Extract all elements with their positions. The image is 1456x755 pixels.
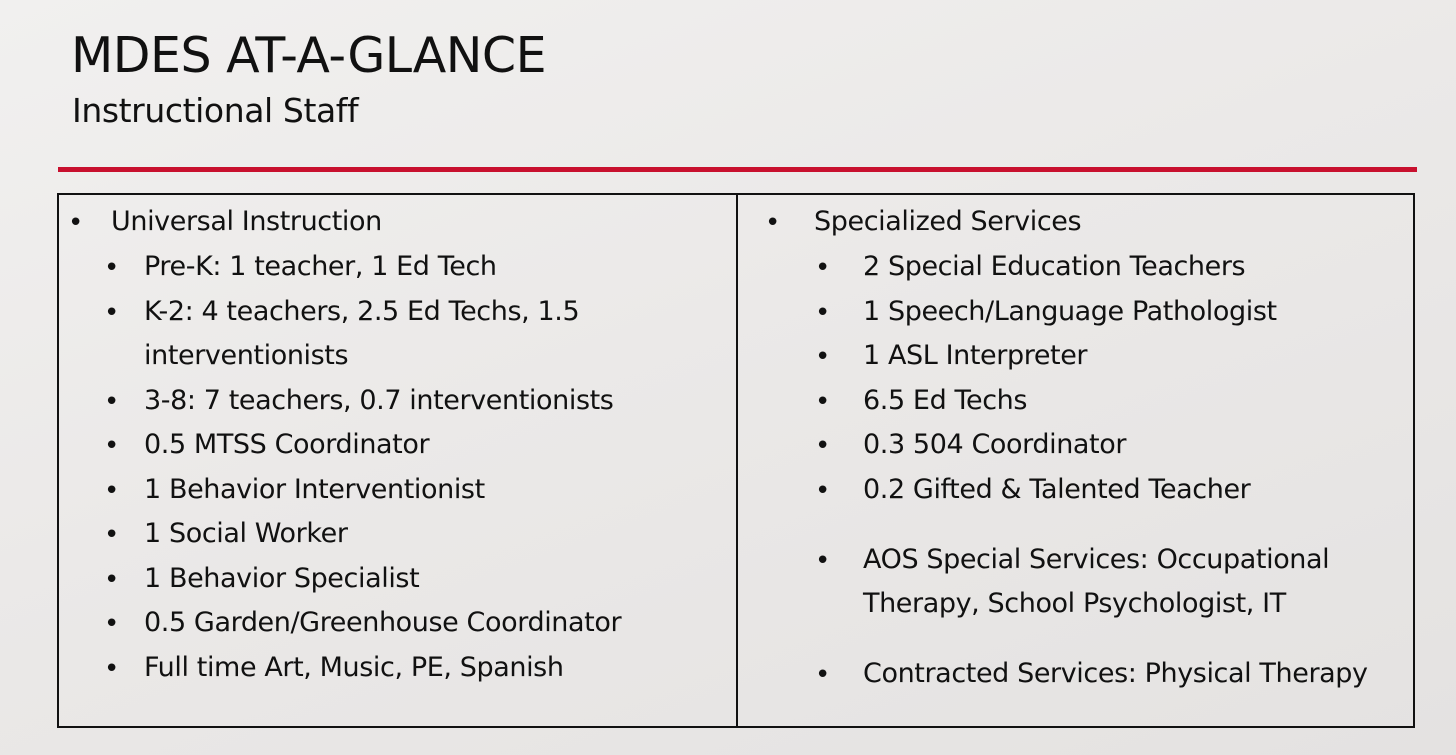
- bullet-icon: •: [815, 342, 831, 372]
- left-column-heading: Universal Instruction: [111, 206, 382, 237]
- list-item: 1 Behavior Specialist: [144, 563, 420, 594]
- list-item: Full time Art, Music, PE, Spanish: [144, 652, 564, 683]
- bullet-icon: •: [104, 520, 120, 550]
- bullet-icon: •: [104, 565, 120, 595]
- list-item: K-2: 4 teachers, 2.5 Ed Techs, 1.5: [144, 296, 580, 327]
- list-item: Pre-K: 1 teacher, 1 Ed Tech: [144, 251, 497, 282]
- bullet-icon: •: [104, 609, 120, 639]
- list-item: 3-8: 7 teachers, 0.7 interventionists: [144, 385, 614, 416]
- list-item-continuation: Therapy, School Psychologist, IT: [863, 588, 1286, 619]
- list-item-continuation: interventionists: [144, 340, 349, 371]
- bullet-icon: •: [104, 431, 120, 461]
- bullet-icon: •: [104, 476, 120, 506]
- list-item: 1 ASL Interpreter: [863, 340, 1088, 371]
- title-underline: [58, 167, 1417, 172]
- list-item: 1 Social Worker: [144, 518, 348, 549]
- bullet-icon: •: [815, 253, 831, 283]
- list-item: AOS Special Services: Occupational: [863, 544, 1330, 575]
- list-item: 0.5 MTSS Coordinator: [144, 429, 430, 460]
- bullet-icon: •: [104, 253, 120, 283]
- bullet-icon: •: [815, 298, 831, 328]
- right-column-heading: Specialized Services: [814, 206, 1082, 237]
- page-subtitle: Instructional Staff: [72, 91, 359, 130]
- list-item: Contracted Services: Physical Therapy: [863, 658, 1368, 689]
- bullet-icon: •: [815, 660, 831, 690]
- list-item: 1 Behavior Interventionist: [144, 474, 485, 505]
- bullet-icon: •: [815, 546, 831, 576]
- list-item: 0.3 504 Coordinator: [863, 429, 1127, 460]
- bullet-icon: •: [104, 654, 120, 684]
- page-title: MDES AT-A-GLANCE: [71, 27, 547, 84]
- list-item: 2 Special Education Teachers: [863, 251, 1246, 282]
- bullet-icon: •: [104, 387, 120, 417]
- column-divider: [736, 193, 738, 728]
- list-item: 0.2 Gifted & Talented Teacher: [863, 474, 1251, 505]
- bullet-icon: •: [68, 208, 84, 238]
- bullet-icon: •: [815, 476, 831, 506]
- bullet-icon: •: [815, 431, 831, 461]
- bullet-icon: •: [815, 387, 831, 417]
- list-item: 0.5 Garden/Greenhouse Coordinator: [144, 607, 622, 638]
- list-item: 1 Speech/Language Pathologist: [863, 296, 1277, 327]
- bullet-icon: •: [104, 298, 120, 328]
- list-item: 6.5 Ed Techs: [863, 385, 1028, 416]
- bullet-icon: •: [765, 208, 781, 238]
